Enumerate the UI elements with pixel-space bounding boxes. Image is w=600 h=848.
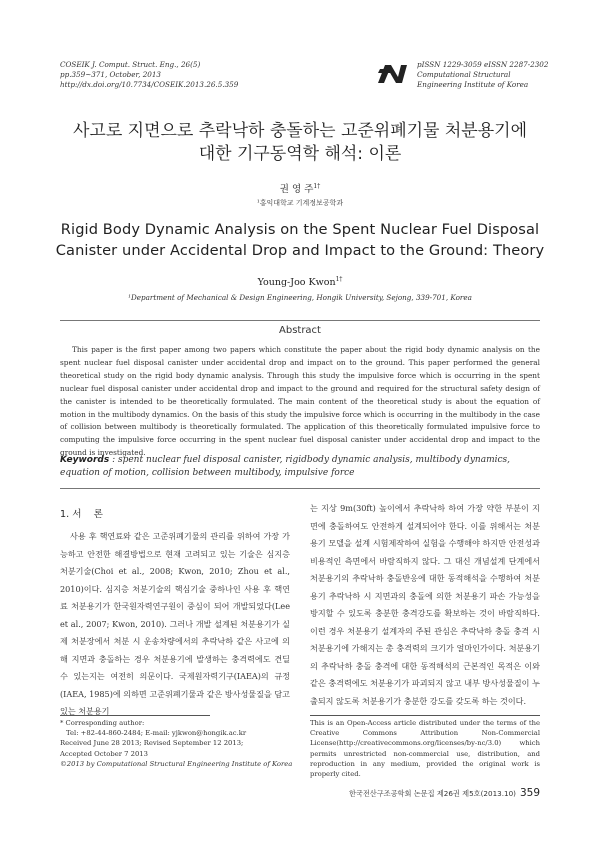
journal-pages: pp.359~371, October, 2013	[60, 70, 162, 79]
corresponding-author-label: * Corresponding author:	[60, 719, 145, 727]
english-title-line2: Canister under Accidental Drop and Impact to the Ground: Theory	[55, 242, 545, 259]
keywords-list: spent nuclear fuel disposal canister, rigidbody dynamic analysis, multibody dynamics, equation of motion, collision between multibody, impulsive force	[60, 455, 510, 478]
english-title-line1: Rigid Body Dynamic Analysis on the Spent Nuclear Fuel Disposal	[60, 221, 540, 238]
copyright-notice: ©2013 by Computational Structural Engineering Institute of Korea	[60, 759, 293, 768]
korean-title-line2: 대한 기구동역학 해석: 이론	[198, 144, 402, 164]
footnote-left	[60, 718, 300, 769]
introduction-left-column: 사용 후 핵연료와 같은 고준위폐기물의 관리를 위하여 가장 가능하고 안전한 해결방법으로 현재 고려되고 있는 기술은 심지층 처분기술(Choi et al., 2008; Kwon, 2010; Zhou et al., 2010)이다. 심지층 처분기술의 핵심기술 중하나인 사용 후 핵연료 처분용기가 한국원자력연구원이 중심이 되어 개발되었다(Lee et al., 2007; Kwon, 2010). 그러나 개발 설계된 처분용기가 실제 처분장에서 처분 시 운송차량에서의 추락낙하 같은 사고에 의해 지면과 충돌하는 경우 처분용기에 발생하는 충격력에도 견딜 수 있는지는 여전히 의문이다. 국제원자력기구(IAEA)의 규정(IAEA, 1985)에 의하면 고준위폐기물과 같은 방사성물질을 담고 있는 처분용기	[60, 531, 290, 717]
footnote-left-rule	[60, 715, 210, 716]
korean-affiliation: ¹홍익대학교 기계정보공학과	[256, 199, 344, 207]
keywords: Keywords : spent nuclear fuel disposal canister, rigidbody dynamic analysis, multibody dynamics, equation of motion, collision between multibody, impulsive force	[60, 455, 510, 478]
corresponding-author-contact: Tel: +82-44-860-2484; E-mail: yjkwon@hongik.ac.kr	[66, 729, 247, 738]
english-author-mark: 1†	[335, 276, 343, 283]
society-name-line2: Engineering Institute of Korea	[417, 80, 529, 89]
page-footer	[349, 787, 540, 799]
english-title	[40, 219, 560, 261]
abstract-heading: Abstract	[279, 325, 321, 336]
abstract-top-rule	[60, 320, 540, 321]
korean-author-mark: 1†	[313, 182, 321, 190]
introduction-right-column: 는 지상 9m(30ft) 높이에서 추락낙하 하여 가장 약한 부분이 지면에 충돌하여도 안전하게 설계되어야 한다. 이를 위해서는 처분용기 모델을 설계 시험제작하여 실험을 수행해야 하지만 안전성과 비용적인 측면에서 바람직하지 않다. 그 대신 개념설계 단계에서 처분용기의 추락낙하 충돌반응에 대한 동적해석을 수행하여 처분용기 추락낙하 시 지면과의 충돌에 의한 처분용기 파손 가능성을 방지할 수 있도록 충분한 충격강도를 확보하는 것이 바람직하다. 이런 경우 처분용기 설계자의 주된 관심은 추락낙하 충돌 충격 시 처분용기에 가해지는 총 충격력의 크기가 얼마인가이다. 처분용기의 추락낙하 충돌 충격에 대한 동적해석의 근본적인 목적은 이와 같은 충격력에도 처분용기가 파괴되지 않고 내부 방사성물질이 누출되지 않도록 처분용기가 충분한 강도를 갖도록 하는 것이다.	[310, 503, 540, 707]
page-number: 359	[519, 787, 540, 799]
korean-author-name: 권 영 주	[279, 184, 314, 195]
english-affiliation: ¹Department of Mechanical & Design Engineering, Hongik University, Sejong, 339-701, Korea	[128, 293, 472, 302]
open-access-notice: This is an Open-Access article distributed under the terms of the Creative Commons Attribution Non-Commercial License(http://creativecommons.org/licenses/by-nc/3.0) which permits unrestricted non-commercial use, distribution, and reproduction in any medium, provided the original work is properly cited.	[310, 719, 540, 779]
korean-title-line1: 사고로 지면으로 추락낙하 충돌하는 고준위폐기물 처분용기에	[73, 121, 527, 141]
footnote-right-rule	[310, 715, 540, 716]
keywords-label: Keywords	[60, 455, 110, 465]
journal-footer-citation: 한국전산구조공학회 논문집 제26권 제5호(2013.10)	[348, 789, 516, 798]
english-author	[40, 276, 560, 288]
society-name-line1: Computational Structural	[417, 70, 511, 79]
journal-citation: COSEIK J. Comput. Struct. Eng., 26(5)	[60, 60, 201, 69]
journal-header-right	[417, 60, 548, 90]
abstract-body: This paper is the first paper among two papers which constitute the paper about the rigid body dynamic analysis on the spent nuclear fuel disposal canister under accidental drop and impact on to the ground. This paper performed the general theoretical study on the rigid body dynamic analysis. Through this study the impulsive force which is occurring in the spent nuclear fuel disposal canister under accidental drop and impact to the ground and required for the structural safety design of the canister is intended to be theoretically formulated. The main content of the theoretical study is about the equation of motion in the multibody dynamics. On the basis of this study the impulsive force which is occurring in the multibody in the case of collision between multibody is theoretically formulated. The application of this theoretically formulated impulsive force to computing the impulsive force occurring in the spent nuclear fuel disposal canister under accidental drop and impact to the ground is investigated.	[60, 345, 540, 458]
journal-header-left	[60, 60, 238, 90]
accepted-date: Accepted October 7 2013	[60, 749, 148, 758]
korean-author	[40, 181, 560, 195]
doi-link[interactable]: http://dx.doi.org/10.7734/COSEIK.2013.26.5.359	[60, 80, 239, 89]
cosEIK-logo-icon	[376, 63, 410, 85]
keywords-bottom-rule	[60, 488, 540, 489]
korean-title	[40, 120, 560, 166]
english-author-name: Young-Joo Kwon	[257, 277, 336, 289]
section-heading-introduction: 1. 서 론	[60, 509, 103, 520]
issn: pISSN 1229-3059 eISSN 2287-2302	[417, 60, 549, 69]
received-dates: Received June 28 2013; Revised September 12 2013;	[60, 739, 244, 748]
